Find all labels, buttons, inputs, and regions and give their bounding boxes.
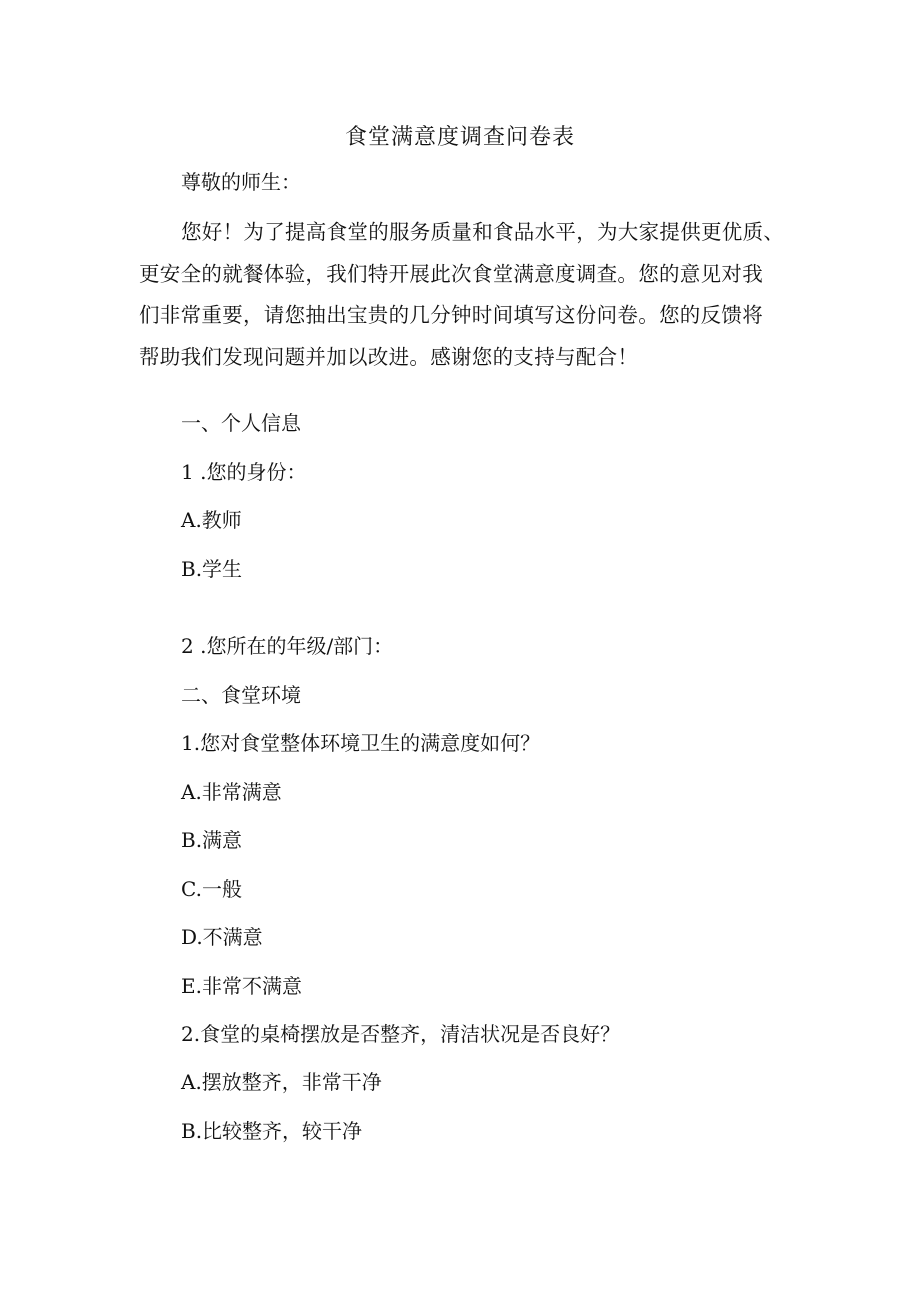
option-fairly-neat-clean: B.比较整齐，较干净 <box>181 1119 363 1143</box>
section-heading-environment: 二、食堂环境 <box>181 683 301 707</box>
intro-line: 们非常重要，请您抽出宝贵的几分钟时间填写这份问卷。您的反馈将 <box>139 303 763 327</box>
option-student: B.学生 <box>181 557 243 581</box>
question-identity: 1 .您的身份： <box>181 460 307 484</box>
option-dissatisfied: D.不满意 <box>181 925 263 949</box>
option-very-dissatisfied: E.非常不满意 <box>181 974 302 998</box>
intro-line: 您好！为了提高食堂的服务质量和食品水平，为大家提供更优质、 <box>181 220 785 244</box>
salutation: 尊敬的师生： <box>181 170 301 194</box>
option-satisfied: B.满意 <box>181 828 243 852</box>
intro-line: 帮助我们发现问题并加以改进。感谢您的支持与配合！ <box>139 344 639 369</box>
question-grade-department: 2 .您所在的年级/部门： <box>181 634 394 658</box>
question-hygiene-satisfaction: 1.您对食堂整体环境卫生的满意度如何？ <box>181 731 541 755</box>
question-tables-chairs: 2.食堂的桌椅摆放是否整齐，清洁状况是否良好？ <box>181 1022 621 1046</box>
option-neutral: C.一般 <box>181 877 242 901</box>
option-very-satisfied: A.非常满意 <box>181 780 282 804</box>
document-title: 食堂满意度调查问卷表 <box>344 125 575 150</box>
intro-paragraph <box>139 212 799 378</box>
intro-line: 更安全的就餐体验，我们特开展此次食堂满意度调查。您的意见对我 <box>139 261 763 286</box>
option-teacher: A.教师 <box>181 508 242 532</box>
option-neat-very-clean: A.摆放整齐，非常干净 <box>181 1070 382 1094</box>
section-heading-personal-info: 一、个人信息 <box>181 411 301 435</box>
